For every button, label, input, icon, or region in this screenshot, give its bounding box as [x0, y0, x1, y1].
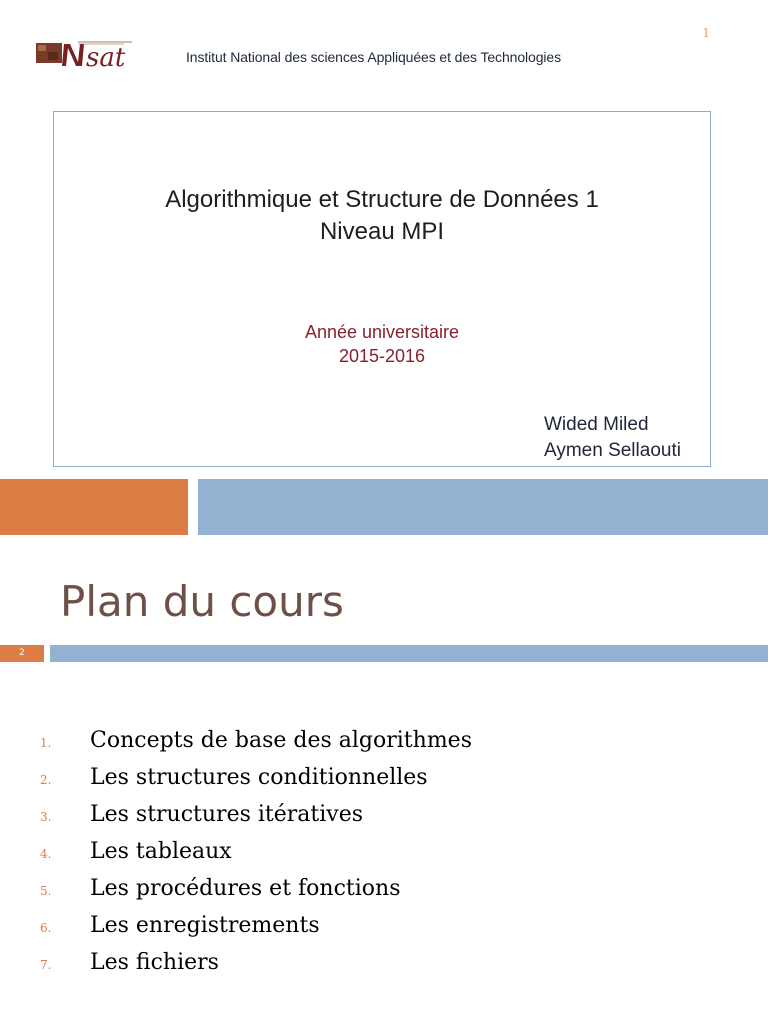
header-bar-blue [50, 645, 768, 662]
list-item-text: Les enregistrements [90, 913, 320, 938]
list-item-text: Les structures itératives [90, 802, 364, 827]
list-item [40, 876, 472, 913]
institute-name: Institut National des sciences Appliquées et des Technologies [186, 49, 561, 65]
year-label: Année universitaire [304, 322, 460, 342]
footer-bar-orange [0, 479, 188, 535]
page-number: 1 [702, 26, 710, 40]
title-box [53, 111, 711, 467]
list-item-text: Les fichiers [90, 950, 219, 975]
list-item-text: Les procédures et fonctions [90, 876, 401, 901]
list-item [40, 913, 472, 950]
list-item [40, 765, 472, 802]
slide-number-badge: 2 [0, 645, 44, 662]
list-item-number: 7. [40, 958, 52, 972]
list-item [40, 950, 472, 987]
list-item-number: 1. [40, 736, 52, 750]
course-title-line-2: Niveau MPI [319, 218, 445, 245]
list-item-number: 3. [40, 810, 52, 824]
list-item [40, 802, 472, 839]
insat-logo [36, 36, 160, 72]
authors [544, 412, 681, 464]
list-item [40, 728, 472, 765]
list-item-number: 5. [40, 884, 52, 898]
author-2: Aymen Sellaouti [544, 440, 681, 461]
academic-year [54, 320, 710, 368]
list-item-number: 2. [40, 773, 52, 787]
list-item-text: Concepts de base des algorithmes [90, 728, 472, 753]
list-item-number: 6. [40, 921, 52, 935]
list-item-text: Les tableaux [90, 839, 232, 864]
slide-2-heading: Plan du cours [60, 577, 344, 626]
footer-bar-blue [198, 479, 768, 535]
list-item-text: Les structures conditionnelles [90, 765, 428, 790]
course-title [54, 184, 710, 248]
course-title-line-1: Algorithmique et Structure de Données 1 [165, 186, 599, 213]
course-plan-list [40, 728, 472, 987]
svg-text:sat: sat [86, 43, 126, 72]
list-item [40, 839, 472, 876]
list-item-number: 4. [40, 847, 52, 861]
author-1: Wided Miled [544, 414, 649, 435]
year-value: 2015-2016 [338, 346, 426, 366]
